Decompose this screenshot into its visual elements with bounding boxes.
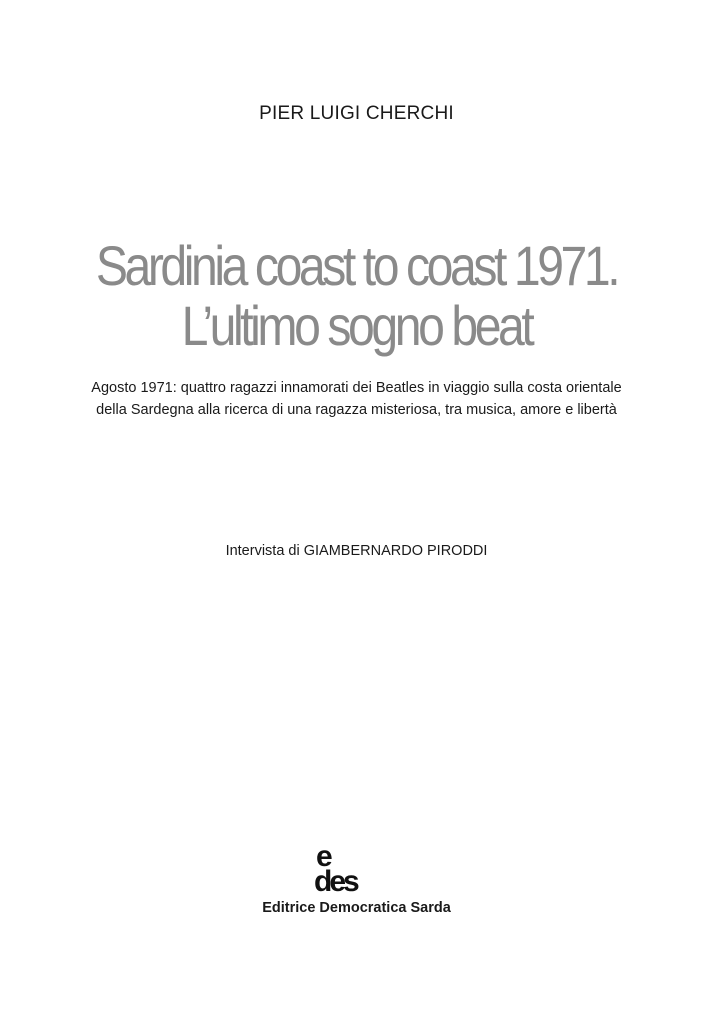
publisher-logo [310, 844, 380, 894]
svg-text:e: e [316, 844, 331, 873]
book-subtitle-line-1: Agosto 1971: quattro ragazzi innamorati dei Beatles in viaggio sulla costa orientale [91, 380, 622, 396]
book-subtitle [0, 377, 713, 421]
book-title-line-1: Sardinia coast to coast 1971. [95, 234, 618, 297]
book-title [50, 236, 663, 356]
svg-text:des: des [314, 865, 357, 894]
publisher-name: Editrice Democratica Sarda [262, 900, 451, 916]
book-subtitle-line-2: della Sardegna alla ricerca di una ragazza misteriosa, tra musica, amore e libertà [96, 402, 617, 418]
author-name: PIER LUIGI CHERCHI [259, 103, 454, 124]
book-title-line-2: L’ultimo sogno beat [181, 294, 532, 357]
interview-credit: Intervista di GIAMBERNARDO PIRODDI [225, 543, 488, 559]
